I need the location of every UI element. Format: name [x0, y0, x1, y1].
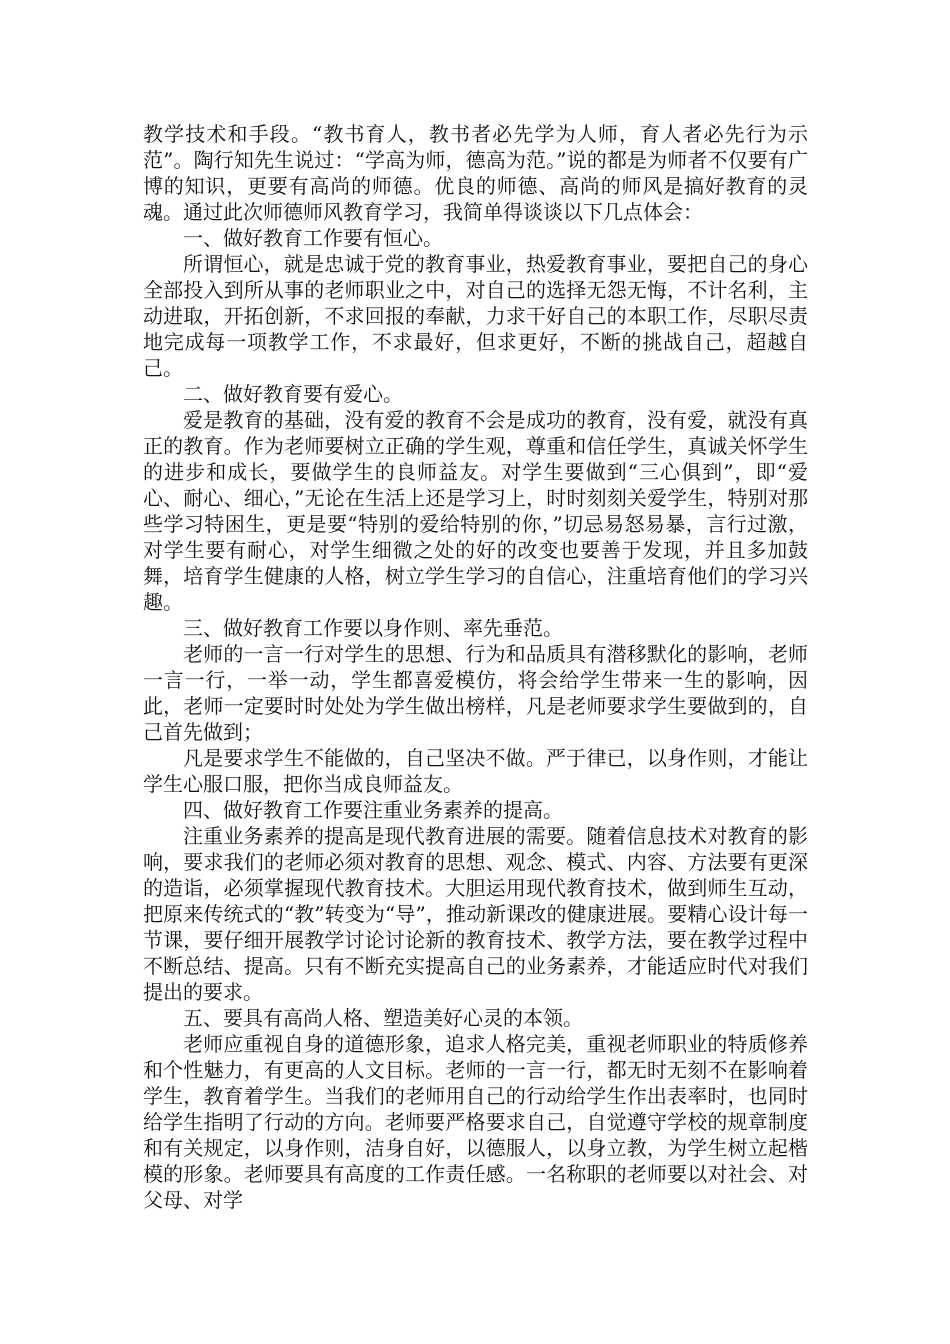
- paragraph-professional: 注重业务素养的提高是现代教育进展的需要。随着信息技术对教育的影响，要求我们的老师必须对教育的思想、观念、模式、内容、方法要有更深的造诣，必须掌握现代教育技术。大胆运用现代教育技术，做到师生互动，把原来传统式的“教”转变为“导”，推动新课改的健康进展。要精心设计每一节课，要仔细开展教学讨论讨论新的教育技术、教学方法，要在教学过程中不断总结、提高。只有不断充实提高自己的业务素养，才能适应时代对我们提出的要求。: [143, 824, 808, 1004]
- heading-love: 二、做好教育要有爱心。: [183, 382, 403, 406]
- paragraph-character: 老师应重视自身的道德形象，追求人格完美，重视老师职业的特质修养和个性魅力，有更高的人文目标。老师的一言一行，都无时无刻不在影响着学生，教育着学生。当我们的老师用自己的行动给学生作出表率时，也同时给学生指明了行动的方向。老师要严格要求自己，自觉遵守学校的规章制度和有关规定，以身作则，洁身自好，以德服人，以身立教，为学生树立起楷模的形象。老师要具有高度的工作责任感。一名称职的老师要以对社会、对父母、对学: [143, 1032, 808, 1212]
- paragraph-example-2: 凡是要求学生不能做的，自己坚决不做。严于律已，以身作则，才能让学生心服口服，把你当成良师益友。: [143, 746, 808, 796]
- paragraph-perseverance: 所谓恒心，就是忠诚于党的教育事业，热爱教育事业，要把自己的身心全部投入到所从事的老师职业之中，对自己的选择无怨无悔，不计名利，主动进取，开拓创新，不求回报的奉献，力求干好自己的本职工作，尽职尽责地完成每一项教学工作，不求最好，但求更好，不断的挑战自己，超越自己。: [143, 252, 808, 380]
- document-body: [143, 121, 808, 1213]
- paragraph-intro: 教学技术和手段。“教书育人，教书者必先学为人师，育人者必先行为示范”。陶行知先生说过：“学高为师，德高为范。”说的都是为师者不仅要有广博的知识，更要有高尚的师德。优良的师德、高尚的师风是搞好教育的灵魂。通过此次师德师风教育学习，我简单得谈谈以下几点体会：: [143, 122, 808, 224]
- heading-perseverance: 一、做好教育工作要有恒心。: [183, 226, 443, 250]
- heading-example: 三、做好教育工作要以身作则、率先垂范。: [183, 616, 563, 640]
- heading-professional: 四、做好教育工作要注重业务素养的提高。: [183, 798, 563, 822]
- heading-character: 五、要具有高尚人格、塑造美好心灵的本领。: [183, 1006, 583, 1030]
- paragraph-example-1: 老师的一言一行对学生的思想、行为和品质具有潜移默化的影响，老师一言一行，一举一动，学生都喜爱模仿，将会给学生带来一生的影响，因此，老师一定要时时处处为学生做出榜样，凡是老师要求学生要做到的，自己首先做到；: [143, 642, 808, 744]
- paragraph-love: 爱是教育的基础，没有爱的教育不会是成功的教育，没有爱，就没有真正的教育。作为老师要树立正确的学生观，尊重和信任学生，真诚关怀学生的进步和成长，要做学生的良师益友。对学生要做到“三心俱到”，即“爱心、耐心、细心，”无论在生活上还是学习上，时时刻刻关爱学生，特别对那些学习特困生，更是要“特别的爱给特别的你，”切忌易怒易暴，言行过激，对学生要有耐心，对学生细微之处的好的改变也要善于发现，并且多加鼓舞，培育学生健康的人格，树立学生学习的自信心，注重培育他们的学习兴趣。: [143, 408, 808, 614]
